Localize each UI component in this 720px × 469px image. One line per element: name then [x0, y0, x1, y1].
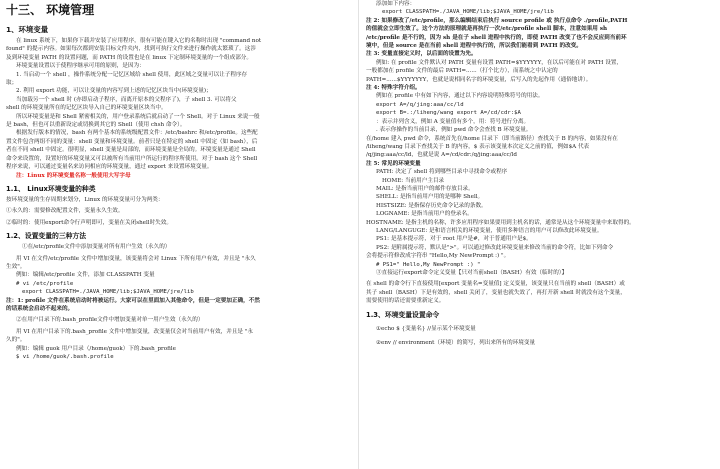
env-item-shell: SHELL: 是指当前用户用的是哪种 Shell。 — [376, 194, 484, 201]
env-item-lang: LANG/LANGUGE: 是和语言相关的环境变量，使用多种语言的用户可以修改此环境变量。 — [376, 227, 603, 234]
list-item: 2. 利用 export 功能，可以让变量的内容写到上述的记忆区块当中(环境变量)； — [16, 88, 212, 95]
method-2-title: ②在用户目录下的.bash_profile文件中增加变量对单一用户生效（永久的） — [16, 317, 204, 324]
paragraph-line: 在 shell 的命令行下直接使用[export 变量名=变量值] 定义变量，该变量只在当前的 shell（BASH）或 — [366, 281, 625, 288]
paragraph-line: 是 bash，但也可以重新设定或切换到其它的 Shell（使用 chsh 命令）。 — [6, 122, 186, 129]
paragraph-line: 置文件包含两组不同的变量：shell 变量和环境变量。前者只是在特定的 shell 中固定（如 bash），后 — [6, 138, 258, 145]
list-item: 当加载另一个 shell 时 (亦即启动子程序，而离开原本的父程序了)，子 shell 3. 可以将父 — [16, 96, 237, 103]
env-item-ps1: PS1: 是基本提示符，对于 root 用户是#，对于普通用户是$。 — [376, 236, 532, 243]
paragraph-line: found" 的提示内容。如果每次都到安装目标文件夹内，找到可执行文件来进行操作就太繁琐了。这涉 — [6, 46, 256, 53]
note-4-title: 注 4: 特殊字符介绍。 — [366, 85, 421, 92]
code-line: $ vi /home/guok/.bash.profile — [16, 354, 114, 360]
example-line: 例如：编辑 guok 用户目录（/home/guok）下的.bash_profile — [16, 345, 176, 352]
note-line: 注：1: profile 文件在系统启动时将被运行。大家可以在里面加入其他命令，但是一定要加正确，不然 — [6, 297, 260, 304]
section-title-three-methods: 1.2、设置变量的三种方法 — [6, 232, 87, 241]
paragraph-line: 会将提示符修改成字符串 "Hello,My NewPrompt :) "。 — [366, 253, 510, 260]
section-title-env-commands: 1.3、环境变量设置命令 — [366, 310, 440, 319]
list-item: /liheng/wang 目录下查找关于 B 的内容，$ 表示该变量本次定义之前的值，例如$A 代表 — [366, 143, 590, 150]
list-item: 取； — [6, 80, 18, 87]
paragraph-line: 环境变量设置以于使程序继承可用的原则，是因为： — [16, 63, 145, 70]
list-item-temporary: ②临时的：使用export命令行声明即可，变量在关闭shell时失效。 — [6, 219, 172, 226]
paragraph-line: 其子 shell（BASH）下是有效的，shell 关闭了，变量也就失效了，再打开新 shell 时就没有这个变量， — [366, 289, 626, 296]
list-item: shell 的环境变量所在的记忆区块导入自己的环境变量区块当中。 — [6, 105, 167, 112]
section-title-env-var-types: 1.1、 Linux环境变量的种类 — [6, 184, 96, 193]
env-item-path: PATH: 决定了 shell 将到哪些目录中寻找命令或程序 — [376, 169, 508, 176]
uppercase-note: 注：Linux 的环境变量名称一般使用大写字母 — [16, 172, 131, 179]
code-line: # vi /etc/profile — [16, 280, 74, 287]
paragraph-line: 用 VI 在用户目录下的.bash_profile 文件中增加变量，改变量仅会对当前用户有效，并且是 "永 — [16, 328, 253, 335]
code-line: export B=.:/liheng/wang export A=/cd/cdr:$A — [376, 110, 521, 117]
paragraph-line: 例如: 在 profile 文件默认对 PATH 变量有设置 PATH=$YYYYYY，在以后可能在对 PATH 设置， — [376, 59, 622, 66]
paragraph-line: 根据发行版本的情况，bash 有两个基本的系统级配置文件：/etc/bashrc 和/etc/profile。这些配 — [16, 130, 258, 137]
note-line: 的话系统会启动不起来的。 — [6, 305, 74, 312]
paragraph-line: 生效"。 — [6, 263, 26, 270]
paragraph-line: 添加如下内容： — [376, 1, 416, 7]
code-line: export CLASSPATH=./JAVA_HOME/lib;$JAVA_HOME/jre/lib — [22, 289, 194, 296]
paragraph-line: 用 VI 在文件/etc/profile 文件中增加变量，该变量将会对 Linux 下所有用户有效，并且是 "永久 — [16, 255, 256, 262]
paragraph-line: PATH=......$YYYYYYY，也就是说相同名字的环境变量，后写入的先起作用（通俗地讲）。 — [366, 76, 592, 83]
paragraph-line: 所以环境变量是和 Shell 紧密相关的，用户登录系统后就启动了一个 Shell。对于 Linux 来说一般 — [16, 113, 260, 120]
paragraph-line: 在 linux 系统下，如果你下载并安装了应用程序，很有可能在键入它的名称时出现 "command not — [16, 38, 262, 44]
env-item-mail: MAIL: 是指当前用户的邮件存放目录。 — [376, 185, 474, 192]
code-line: export A=/q/jing:aaa/cc/ld — [376, 101, 464, 108]
note-3-title: 注 3: 变量直接定义时，以后面的设置为先。 — [366, 51, 477, 58]
note-line: 注 2: 如果修改了/etc/profile，那么编辑结束后执行 source profile 或 执行点命令 ./profile,PATH — [366, 17, 628, 24]
method-3-title: ③直接运行export命令定义变量【只对当前shell（BASH）有效（临时的）】 — [376, 270, 568, 276]
command-echo: ①echo $ {变量名} //显示某个环境变量 — [376, 325, 476, 332]
env-item-hostname: HOSTNAME: 是指主机的名称，许多应用程序如果要用到主机名的话，通常是从这个环境变量中来取得的。 — [366, 219, 635, 226]
paragraph-line: 程序来说，可以通过变量名来访问相应的环境变量，通过 export 来设置环境变量。 — [6, 164, 213, 171]
note-line: 境中，但是 source 是在当前 shell 进程中执行的，所以我们能看到 PATH 的改变。 — [366, 43, 582, 50]
paragraph-line: 者在不同 shell 中固定。很明显，shell 变量是局部的，而环境变量是全局的。环境变量是通过 Shell — [6, 147, 256, 154]
command-env: ②env // environment（环境）的简写，列出来所有的环境变量 — [376, 340, 536, 347]
left-column — [6, 0, 352, 361]
note-line: /etc/profile 是不行的，因为 sh 是在子 shell 进程中执行的，即使 PATH 改变了也不会反应到当前环 — [366, 34, 627, 41]
list-item: 1. 当启动一个 shell ，操作系统分配一记忆区域给 shell 使用，此区域之变量可以让子程序存 — [16, 71, 248, 78]
section-title-env-vars: 1、环境变量 — [6, 25, 49, 34]
column-divider — [358, 0, 359, 469]
method-1-title: ①在/etc/profile文件中添加变量对所有用户生效（永久的） — [22, 244, 171, 251]
env-item-histsize: HISTSIZE: 是指保存历史命令记录的条数。 — [376, 202, 487, 209]
note-5-title: 注 5: 常见的环境变量 — [366, 160, 421, 167]
example-line: 例如：编辑/etc/profile 文件，添加 CLASSPATH 变量 — [16, 272, 155, 279]
paragraph-line: 及到环境变量 PATH 的设置问题，而 PATH 的设置也是在 linux 下定制环境变量的一个组成部分。 — [6, 54, 252, 61]
paragraph-line: 命令来设置的，设置好的环境变量又可以被所有当前用户所运行的程序所使用。对于 bash 这个 Shell — [6, 155, 258, 162]
right-column — [366, 0, 714, 347]
list-item: /q/jing:aaa/cc/ld，也就是说 A=/cd/cdr:/q/jing:aaa/cc/ld — [366, 152, 517, 159]
env-item-ps2: PS2: 是附属提示符，默认是">"。可以通过修改此环境变量来修改当前的命令符，比如下列命令 — [376, 244, 614, 251]
env-item-home: HOME: 当前用户主目录 — [382, 177, 445, 184]
chapter-title: 十三、 环境管理 — [6, 3, 95, 17]
list-item: . 表示你操作的当前目录，例如 pwd 命令会查找 B 环境变量。 — [376, 127, 532, 134]
paragraph-line: 久的"。 — [6, 337, 26, 344]
code-line: # PS1=" Hello,My NewPrompt :) " — [376, 261, 481, 268]
code-line: export CLASSPATH=./JAVA_HOME/lib;$JAVA_HOME/jre/lib — [382, 9, 554, 16]
paragraph-line: 一般都加在 profile 文件的最后 PATH=......（打个比方），而系统之中认定的 — [366, 68, 558, 75]
env-item-logname: LOGNAME: 是指当前用户的登录名。 — [376, 211, 473, 218]
paragraph-line: 按环境变量的生存周期来划分，Linux 的环境变量可分为两类： — [6, 196, 164, 203]
list-item: ：表示并列含义，例如 A 变量值有多个，用：符号进行分离。 — [376, 118, 530, 125]
paragraph-line: 例如在 profile 中有如下内容，通过以下内容说明特殊符号的用法。 — [376, 93, 544, 100]
list-item: 在/home 建入 pwd 命令，系统首先在/home 目录下（即当前路径）查找关于 B 的内容，如果没有在 — [366, 135, 618, 142]
note-line: 的值就会立即生效了。这个方法的原理就是再执行一次/etc/profile shell 脚本，注意如果用 sh — [366, 26, 608, 33]
paragraph-line: 需要使用的话还需要重新定义。 — [366, 298, 445, 305]
list-item-permanent: ①永久的：需要修改配置文件，变量永久生效。 — [6, 208, 124, 215]
